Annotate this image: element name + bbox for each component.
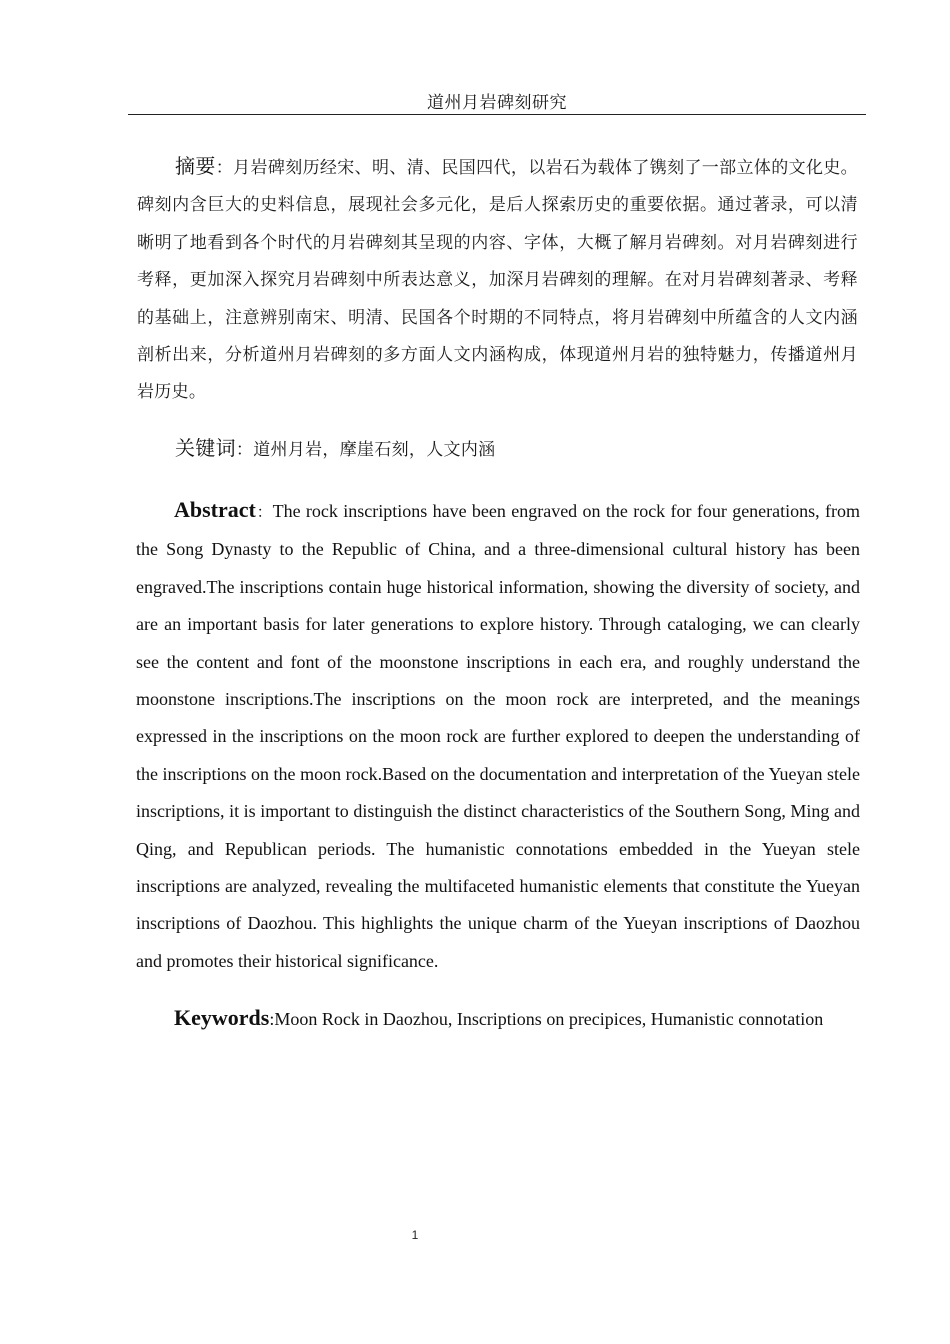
chinese-keywords-label: 关键词 [175,436,236,460]
chinese-keywords [137,431,858,467]
chinese-keywords-separator: ： [235,440,254,460]
english-abstract-label: Abstract [174,497,256,522]
chinese-abstract-text: 月岩碑刻历经宋、明、清、民国四代，以岩石为载体了镌刻了一部立体的文化史。碑刻内含巨大的史料信息，展现社会多元化，是后人探索历史的重要依据。通过著录，可以清晰明了地看到各个时代的月岩碑刻其呈现的内容、字体，大概了解月岩碑刻。对月岩碑刻进行考释，更加深入探究月岩碑刻中所表达意义，加深月岩碑刻的理解。在对月岩碑刻著录、考释的基础上，注意辨别南宋、明清、民国各个时期的不同特点，将月岩碑刻中所蕴含的人文内涵剖析出来，分析道州月岩碑刻的多方面人文内涵构成，体现道州月岩的独特魅力，传播道州月岩历史。 [137,158,858,403]
chinese-keywords-text: 道州月岩，摩崖石刻，人文内涵 [253,440,496,460]
english-abstract [136,491,860,980]
english-abstract-paragraph [136,491,860,980]
header-divider [128,114,866,115]
english-abstract-separator: ： [255,503,273,521]
chinese-abstract [137,148,858,412]
english-keywords-separator: : [269,1009,275,1029]
chinese-abstract-label: 摘要 [175,154,216,178]
english-keywords-label: Keywords [174,1005,270,1030]
page-number: 1 [411,1228,419,1242]
chinese-abstract-separator: ： [215,158,234,178]
running-header: 道州月岩碑刻研究 [427,93,567,113]
english-abstract-text: The rock inscriptions have been engraved on the rock for four generations, from the Song Dynasty to the Republic of China, and a three-dimensional cultural history has been engraved.The inscriptions contain huge historical information, showing the diversity of society, and are an important basis for later generations to explore history. Through cataloging, we can clearly see the content and font of the moonstone inscriptions in each era, and roughly understand the moonstone inscriptions.The inscriptions on the moon rock are interpreted, and the meanings expressed in the inscriptions on the moon rock are further explored to deepen the understanding of the inscriptions on the moon rock.Based on the documentation and interpretation of the Yueyan stele inscriptions, it is important to distinguish the distinct characteristics of the Southern Song, Ming and Qing, and Republican periods. The humanistic connotations embedded in the Yueyan stele inscriptions are analyzed, revealing the multifaceted humanistic elements that constitute the Yueyan inscriptions of Daozhou. This highlights the unique charm of the Yueyan inscriptions of Daozhou and promotes their historical significance. [136,501,860,971]
english-keywords [136,1000,860,1037]
english-keywords-text: Moon Rock in Daozhou, Inscriptions on precipices, Humanistic connotation [274,1009,824,1029]
